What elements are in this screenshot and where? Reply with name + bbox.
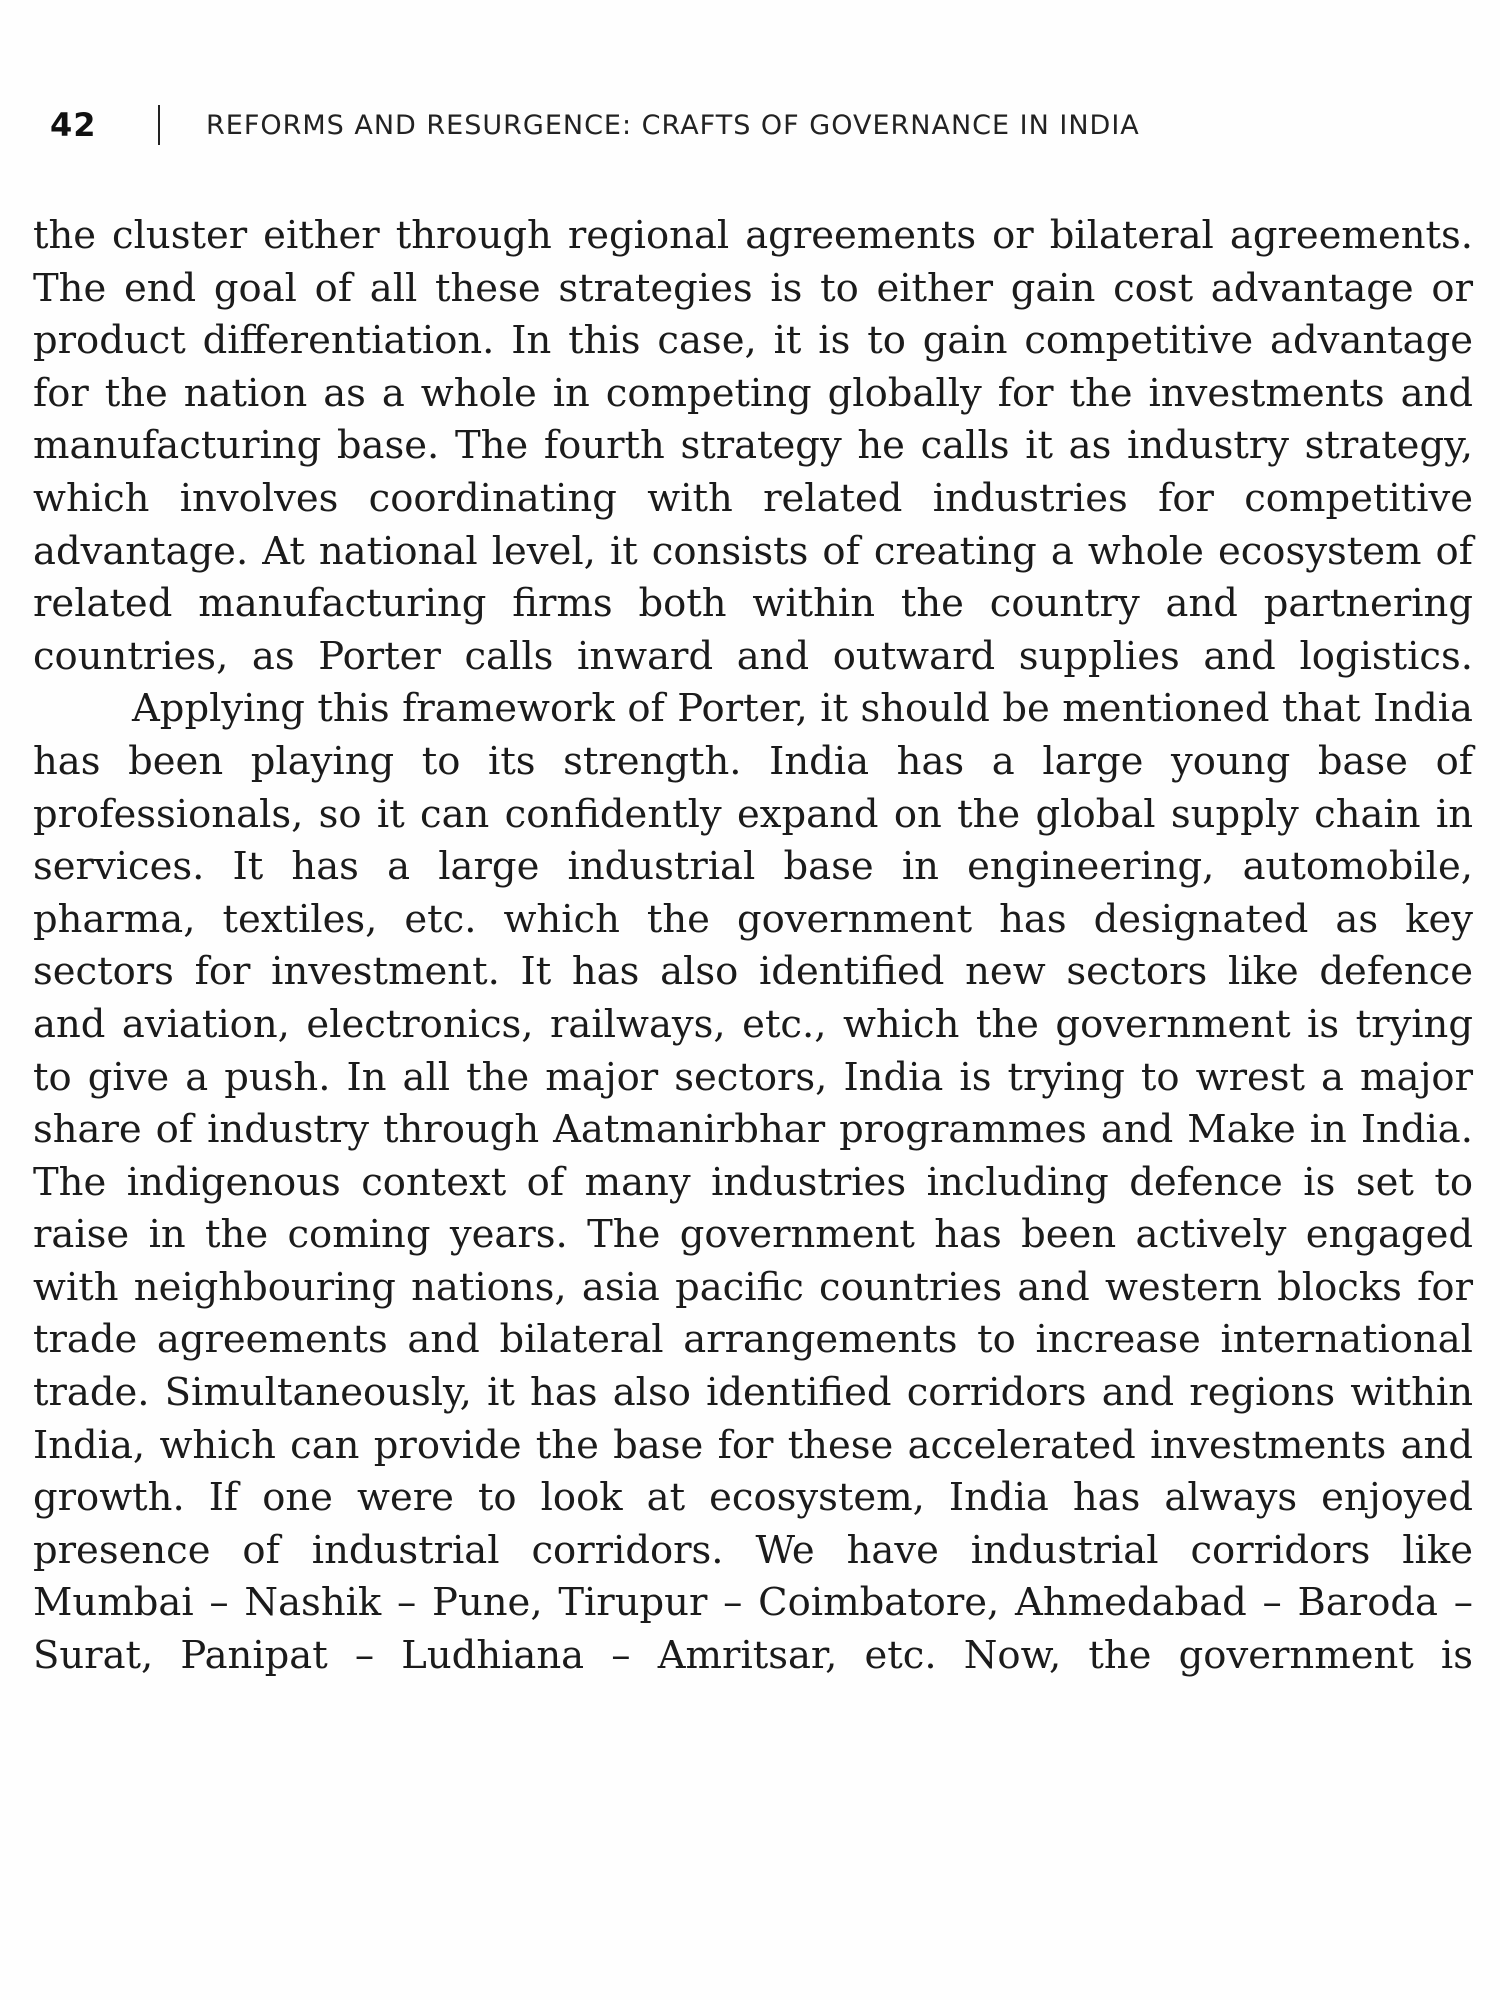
body-text bbox=[33, 210, 1473, 1683]
running-header bbox=[50, 100, 1470, 150]
header-divider bbox=[158, 105, 160, 145]
page-number: 42 bbox=[50, 106, 97, 144]
paragraph-continued: the cluster either through regional agreements or bilateral agreements. The end goal of all these strategies is to either gain cost advantage or product differentiation. In this case, it is to gain competitive advantage for the nation as a whole in competing globally for the investments and manufacturing base. The fourth strategy he calls it as industry strategy, which involves coordinating with related industries for competitive advantage. At national level, it consists of creating a whole ecosystem of related manufacturing firms both within the country and partnering countries, as Porter calls inward and outward supplies and logistics. bbox=[33, 213, 1473, 679]
running-title: REFORMS AND RESURGENCE: CRAFTS OF GOVERNANCE IN INDIA bbox=[206, 109, 1140, 141]
paragraph-porter-framework: Applying this framework of Porter, it should be mentioned that India has been playing to its strength. India has a large young base of professionals, so it can confidently expand on the global supply chain in services. It has a large industrial base in engineering, automobile, pharma, textiles, etc. which the government has designated as key sectors for investment. It has also identified new sectors like defence and aviation, electronics, railways, etc., which the government is trying to give a push. In all the major sectors, India is trying to wrest a major share of industry through Aatmanirbhar programmes and Make in India. The indigenous context of many industries including defence is set to raise in the coming years. The government has been actively engaged with neighbouring nations, asia pacific countries and western blocks for trade agreements and bilateral arrangements to increase international trade. Simultaneously, it has also identified corridors and regions within India, which can provide the base for these accelerated investments and growth. If one were to look at ecosystem, India has always enjoyed presence of industrial corridors. We have industrial corridors like Mumbai – Nashik – Pune, Tirupur – Coimbatore, Ahmedabad – Baroda – Surat, Panipat – Ludhiana – Amritsar, etc. Now, the government is bbox=[33, 686, 1473, 1679]
